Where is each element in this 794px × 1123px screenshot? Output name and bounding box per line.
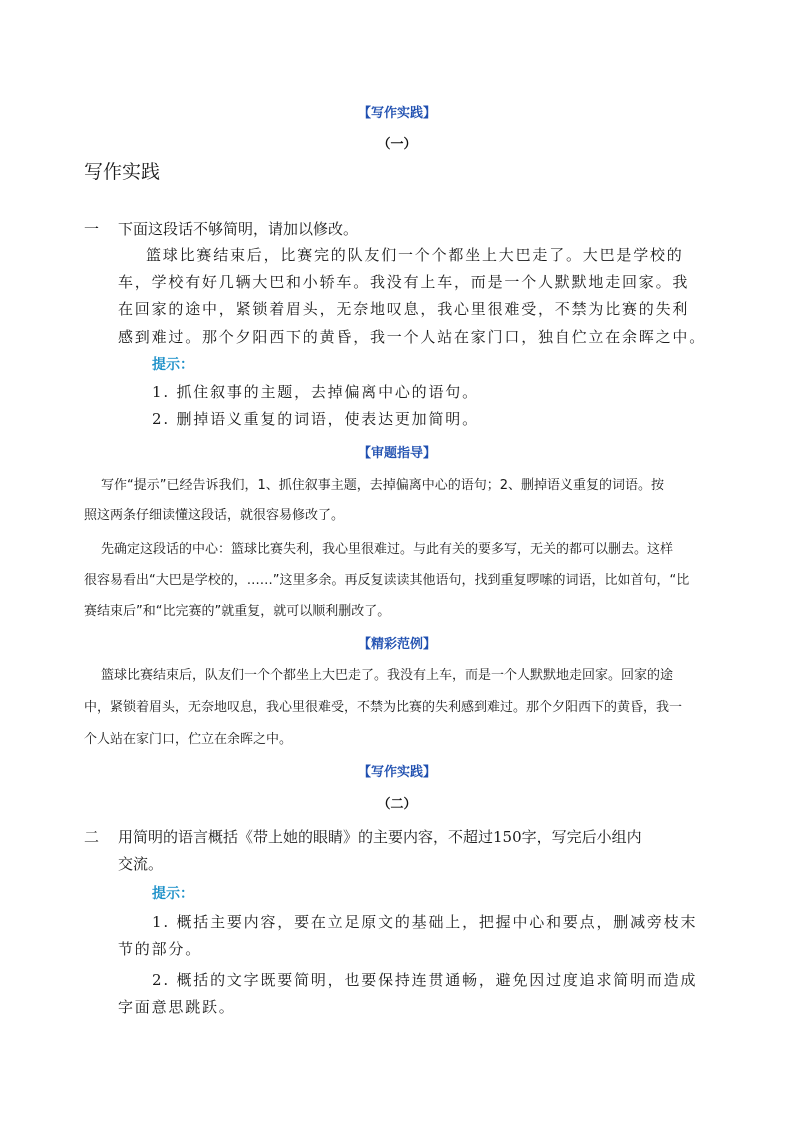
passage-line: 感到难过。那个夕阳西下的黄昏，我一个人站在家门口，独自伫立在余晖之中。	[118, 328, 707, 346]
hint-line: 节的部分。	[118, 940, 203, 958]
hint-item: 1. 抓住叙事的主题，去掉偏离中心的语句。	[152, 383, 479, 401]
section-label-guide: 【审题指导】	[357, 446, 436, 461]
question-text-2: 交流。	[118, 855, 164, 873]
example-line: 个人站在家门口，伫立在余晖之中。	[84, 732, 293, 747]
passage-line: 在回家的途中，紧锁着眉头，无奈地叹息，我心里很难受，不禁为比赛的失利	[118, 300, 690, 318]
guide-line: 照这两条仔细读懂这段话，就很容易修改了。	[84, 508, 345, 523]
hint-item: 2. 删掉语义重复的词语，使表达更加简明。	[152, 410, 479, 428]
sub-label-one: （一）	[377, 137, 417, 152]
hint-label-1: 提示：	[152, 357, 194, 373]
page-title: 写作实践	[84, 161, 161, 183]
section-label-writing-practice-2: 【写作实践】	[357, 765, 436, 780]
hint-label-2: 提示：	[152, 886, 194, 902]
passage-line: 篮球比赛结束后，比赛完的队友们一个个都坐上大巴走了。大巴是学校的	[146, 246, 684, 264]
hint-line: 字面意思跳跃。	[118, 998, 236, 1016]
question-text-1: 下面这段话不够简明，请加以修改。	[118, 220, 359, 238]
section-label-example: 【精彩范例】	[357, 637, 436, 652]
question-text-2: 用简明的语言概括《带上她的眼睛》的主要内容，不超过150字，写完后小组内	[118, 828, 642, 846]
guide-line: 先确定这段话的中心：篮球比赛失利，我心里很难过。与此有关的要多写，无关的都可以删去。这样	[101, 542, 674, 557]
passage-line: 车，学校有好几辆大巴和小轿车。我没有上车，而是一个人默默地走回家。我	[118, 273, 690, 291]
guide-line: 写作“提示”已经告诉我们，1、抓住叙事主题，去掉偏离中心的语句；2、删掉语义重复的词语。按	[101, 478, 665, 493]
example-line: 篮球比赛结束后，队友们一个个都坐上大巴走了。我没有上车，而是一个人默默地走回家。回家的途	[101, 668, 674, 683]
question-number-1: 一	[84, 220, 100, 238]
hint-line: 1. 概括主要内容，要在立足原文的基础上，把握中心和要点，删减旁枝末	[152, 913, 698, 931]
guide-line: 很容易看出“大巴是学校的，……”这里多余。再反复读读其他语句，找到重复啰嗦的词语，比如首句，“比	[84, 573, 690, 588]
example-line: 中，紧锁着眉头，无奈地叹息，我心里很难受，不禁为比赛的失利感到难过。那个夕阳西下的黄昏，我一	[84, 700, 683, 715]
guide-line: 赛结束后”和“比完赛的”就重复，就可以顺利删改了。	[84, 604, 391, 619]
sub-label-two: （二）	[377, 797, 417, 812]
section-label-writing-practice-1: 【写作实践】	[357, 106, 436, 121]
hint-line: 2. 概括的文字既要简明，也要保持连贯通畅，避免因过度追求简明而造成	[152, 971, 698, 989]
question-number-2: 二	[84, 828, 100, 846]
